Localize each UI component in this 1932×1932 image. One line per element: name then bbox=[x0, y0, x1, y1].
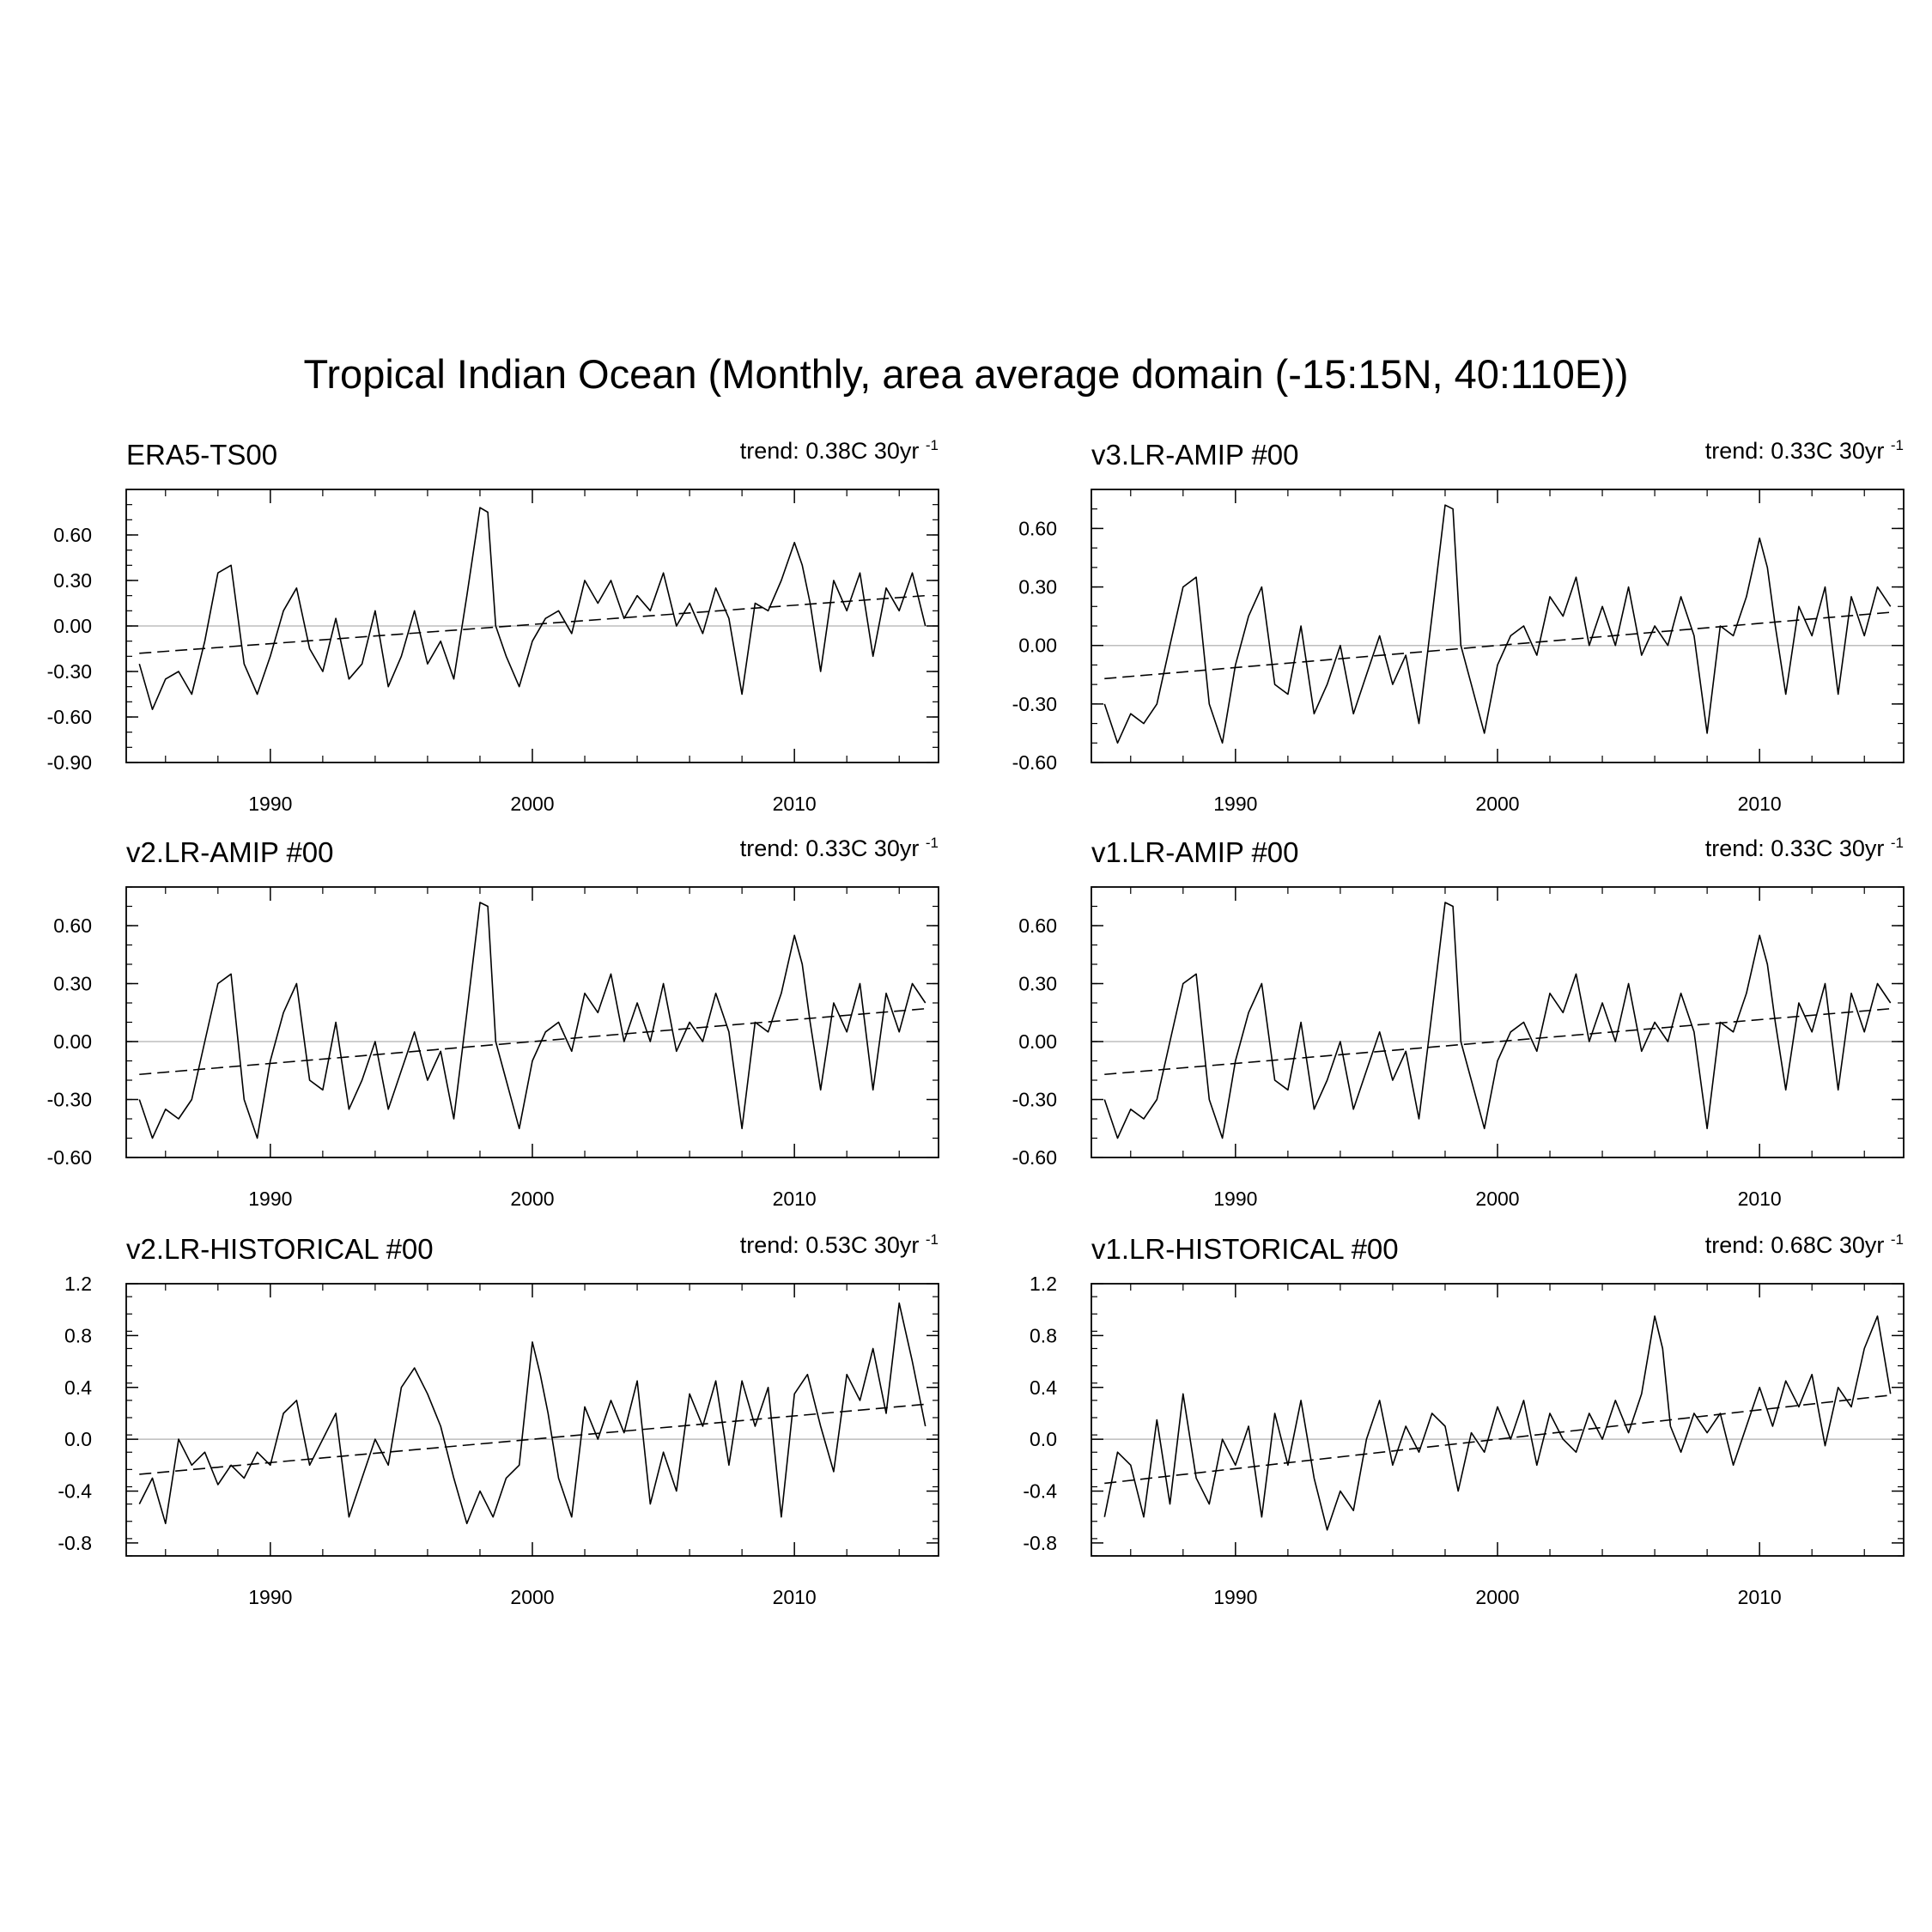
y-tick-label: -0.60 bbox=[46, 1146, 92, 1169]
y-tick-label: 0.0 bbox=[64, 1428, 92, 1451]
y-tick-label: 0.30 bbox=[53, 972, 92, 995]
x-tick-label: 1990 bbox=[1213, 1586, 1258, 1608]
y-tick-label: 0.0 bbox=[1030, 1428, 1057, 1451]
y-tick-label: 0.60 bbox=[1018, 517, 1057, 540]
panel-title: v2.LR-AMIP #00 bbox=[126, 836, 334, 868]
y-tick-label: -0.30 bbox=[46, 1088, 92, 1111]
x-tick-label: 2010 bbox=[772, 793, 817, 815]
panel-title: v3.LR-AMIP #00 bbox=[1091, 439, 1299, 471]
trend-label-superscript: -1 bbox=[1890, 1231, 1904, 1248]
y-tick-label: -0.4 bbox=[58, 1479, 92, 1503]
trend-label-superscript: -1 bbox=[1890, 437, 1904, 453]
trend-label bbox=[1705, 437, 1904, 464]
y-tick-label: 0.60 bbox=[53, 914, 92, 937]
trend-label bbox=[740, 437, 939, 464]
y-tick-label: 0.60 bbox=[1018, 914, 1057, 937]
trend-label-superscript: -1 bbox=[925, 835, 939, 851]
y-tick-label: -0.4 bbox=[1023, 1479, 1057, 1503]
figure-title: Tropical Indian Ocean (Monthly, area average domain (-15:15N, 40:110E)) bbox=[303, 351, 1629, 397]
x-tick-label: 2000 bbox=[510, 1188, 555, 1210]
trend-label-text: trend: 0.33C 30yr bbox=[1704, 438, 1891, 464]
y-tick-label: 0.00 bbox=[53, 615, 92, 637]
y-tick-label: -0.8 bbox=[58, 1531, 92, 1554]
x-tick-label: 2000 bbox=[1475, 1188, 1520, 1210]
y-tick-label: 0.00 bbox=[1018, 1030, 1057, 1053]
x-tick-label: 1990 bbox=[1213, 1188, 1258, 1210]
panel-title: ERA5-TS00 bbox=[126, 439, 278, 471]
y-tick-label: 0.8 bbox=[1030, 1324, 1057, 1347]
trend-label-superscript: -1 bbox=[925, 437, 939, 453]
y-tick-label: -0.60 bbox=[46, 706, 92, 728]
x-tick-label: 2000 bbox=[510, 1586, 555, 1608]
y-tick-label: 0.60 bbox=[53, 524, 92, 546]
y-tick-label: -0.90 bbox=[46, 751, 92, 774]
x-tick-label: 2010 bbox=[772, 1188, 817, 1210]
y-tick-label: 0.30 bbox=[1018, 972, 1057, 995]
trend-label-superscript: -1 bbox=[1890, 835, 1904, 851]
panel-title: v1.LR-AMIP #00 bbox=[1091, 836, 1299, 868]
y-tick-label: 0.30 bbox=[1018, 575, 1057, 598]
y-tick-label: -0.60 bbox=[1012, 751, 1057, 774]
panel-title: v2.LR-HISTORICAL #00 bbox=[126, 1233, 434, 1265]
x-tick-label: 2000 bbox=[510, 793, 555, 815]
y-tick-label: -0.60 bbox=[1012, 1146, 1057, 1169]
y-tick-label: 1.2 bbox=[1030, 1273, 1057, 1295]
y-tick-label: -0.30 bbox=[46, 660, 92, 683]
trend-label bbox=[740, 1231, 939, 1258]
y-tick-label: 0.4 bbox=[1030, 1376, 1057, 1399]
y-tick-label: -0.8 bbox=[1023, 1531, 1057, 1554]
x-tick-label: 1990 bbox=[248, 793, 293, 815]
x-tick-label: 1990 bbox=[1213, 793, 1258, 815]
y-tick-label: -0.30 bbox=[1012, 692, 1057, 715]
panel-title: v1.LR-HISTORICAL #00 bbox=[1091, 1233, 1399, 1265]
y-tick-label: 0.4 bbox=[64, 1376, 92, 1399]
x-tick-label: 2000 bbox=[1475, 1586, 1520, 1608]
trend-label bbox=[740, 835, 939, 861]
trend-label-text: trend: 0.33C 30yr bbox=[739, 835, 926, 861]
trend-label-text: trend: 0.53C 30yr bbox=[739, 1232, 926, 1258]
y-tick-label: 0.00 bbox=[53, 1030, 92, 1053]
x-tick-label: 2010 bbox=[1737, 793, 1782, 815]
trend-label-text: trend: 0.33C 30yr bbox=[1704, 835, 1891, 861]
x-tick-label: 1990 bbox=[248, 1586, 293, 1608]
x-tick-label: 2010 bbox=[1737, 1188, 1782, 1210]
trend-label bbox=[1705, 1231, 1904, 1258]
y-tick-label: 1.2 bbox=[64, 1273, 92, 1295]
x-tick-label: 2010 bbox=[772, 1586, 817, 1608]
trend-label-text: trend: 0.38C 30yr bbox=[739, 438, 926, 464]
x-tick-label: 2010 bbox=[1737, 1586, 1782, 1608]
y-tick-label: -0.30 bbox=[1012, 1088, 1057, 1111]
x-tick-label: 1990 bbox=[248, 1188, 293, 1210]
trend-label bbox=[1705, 835, 1904, 861]
y-tick-label: 0.30 bbox=[53, 569, 92, 592]
y-tick-label: 0.8 bbox=[64, 1324, 92, 1347]
y-tick-label: 0.00 bbox=[1018, 634, 1057, 657]
x-tick-label: 2000 bbox=[1475, 793, 1520, 815]
trend-label-superscript: -1 bbox=[925, 1231, 939, 1248]
trend-label-text: trend: 0.68C 30yr bbox=[1704, 1232, 1891, 1258]
